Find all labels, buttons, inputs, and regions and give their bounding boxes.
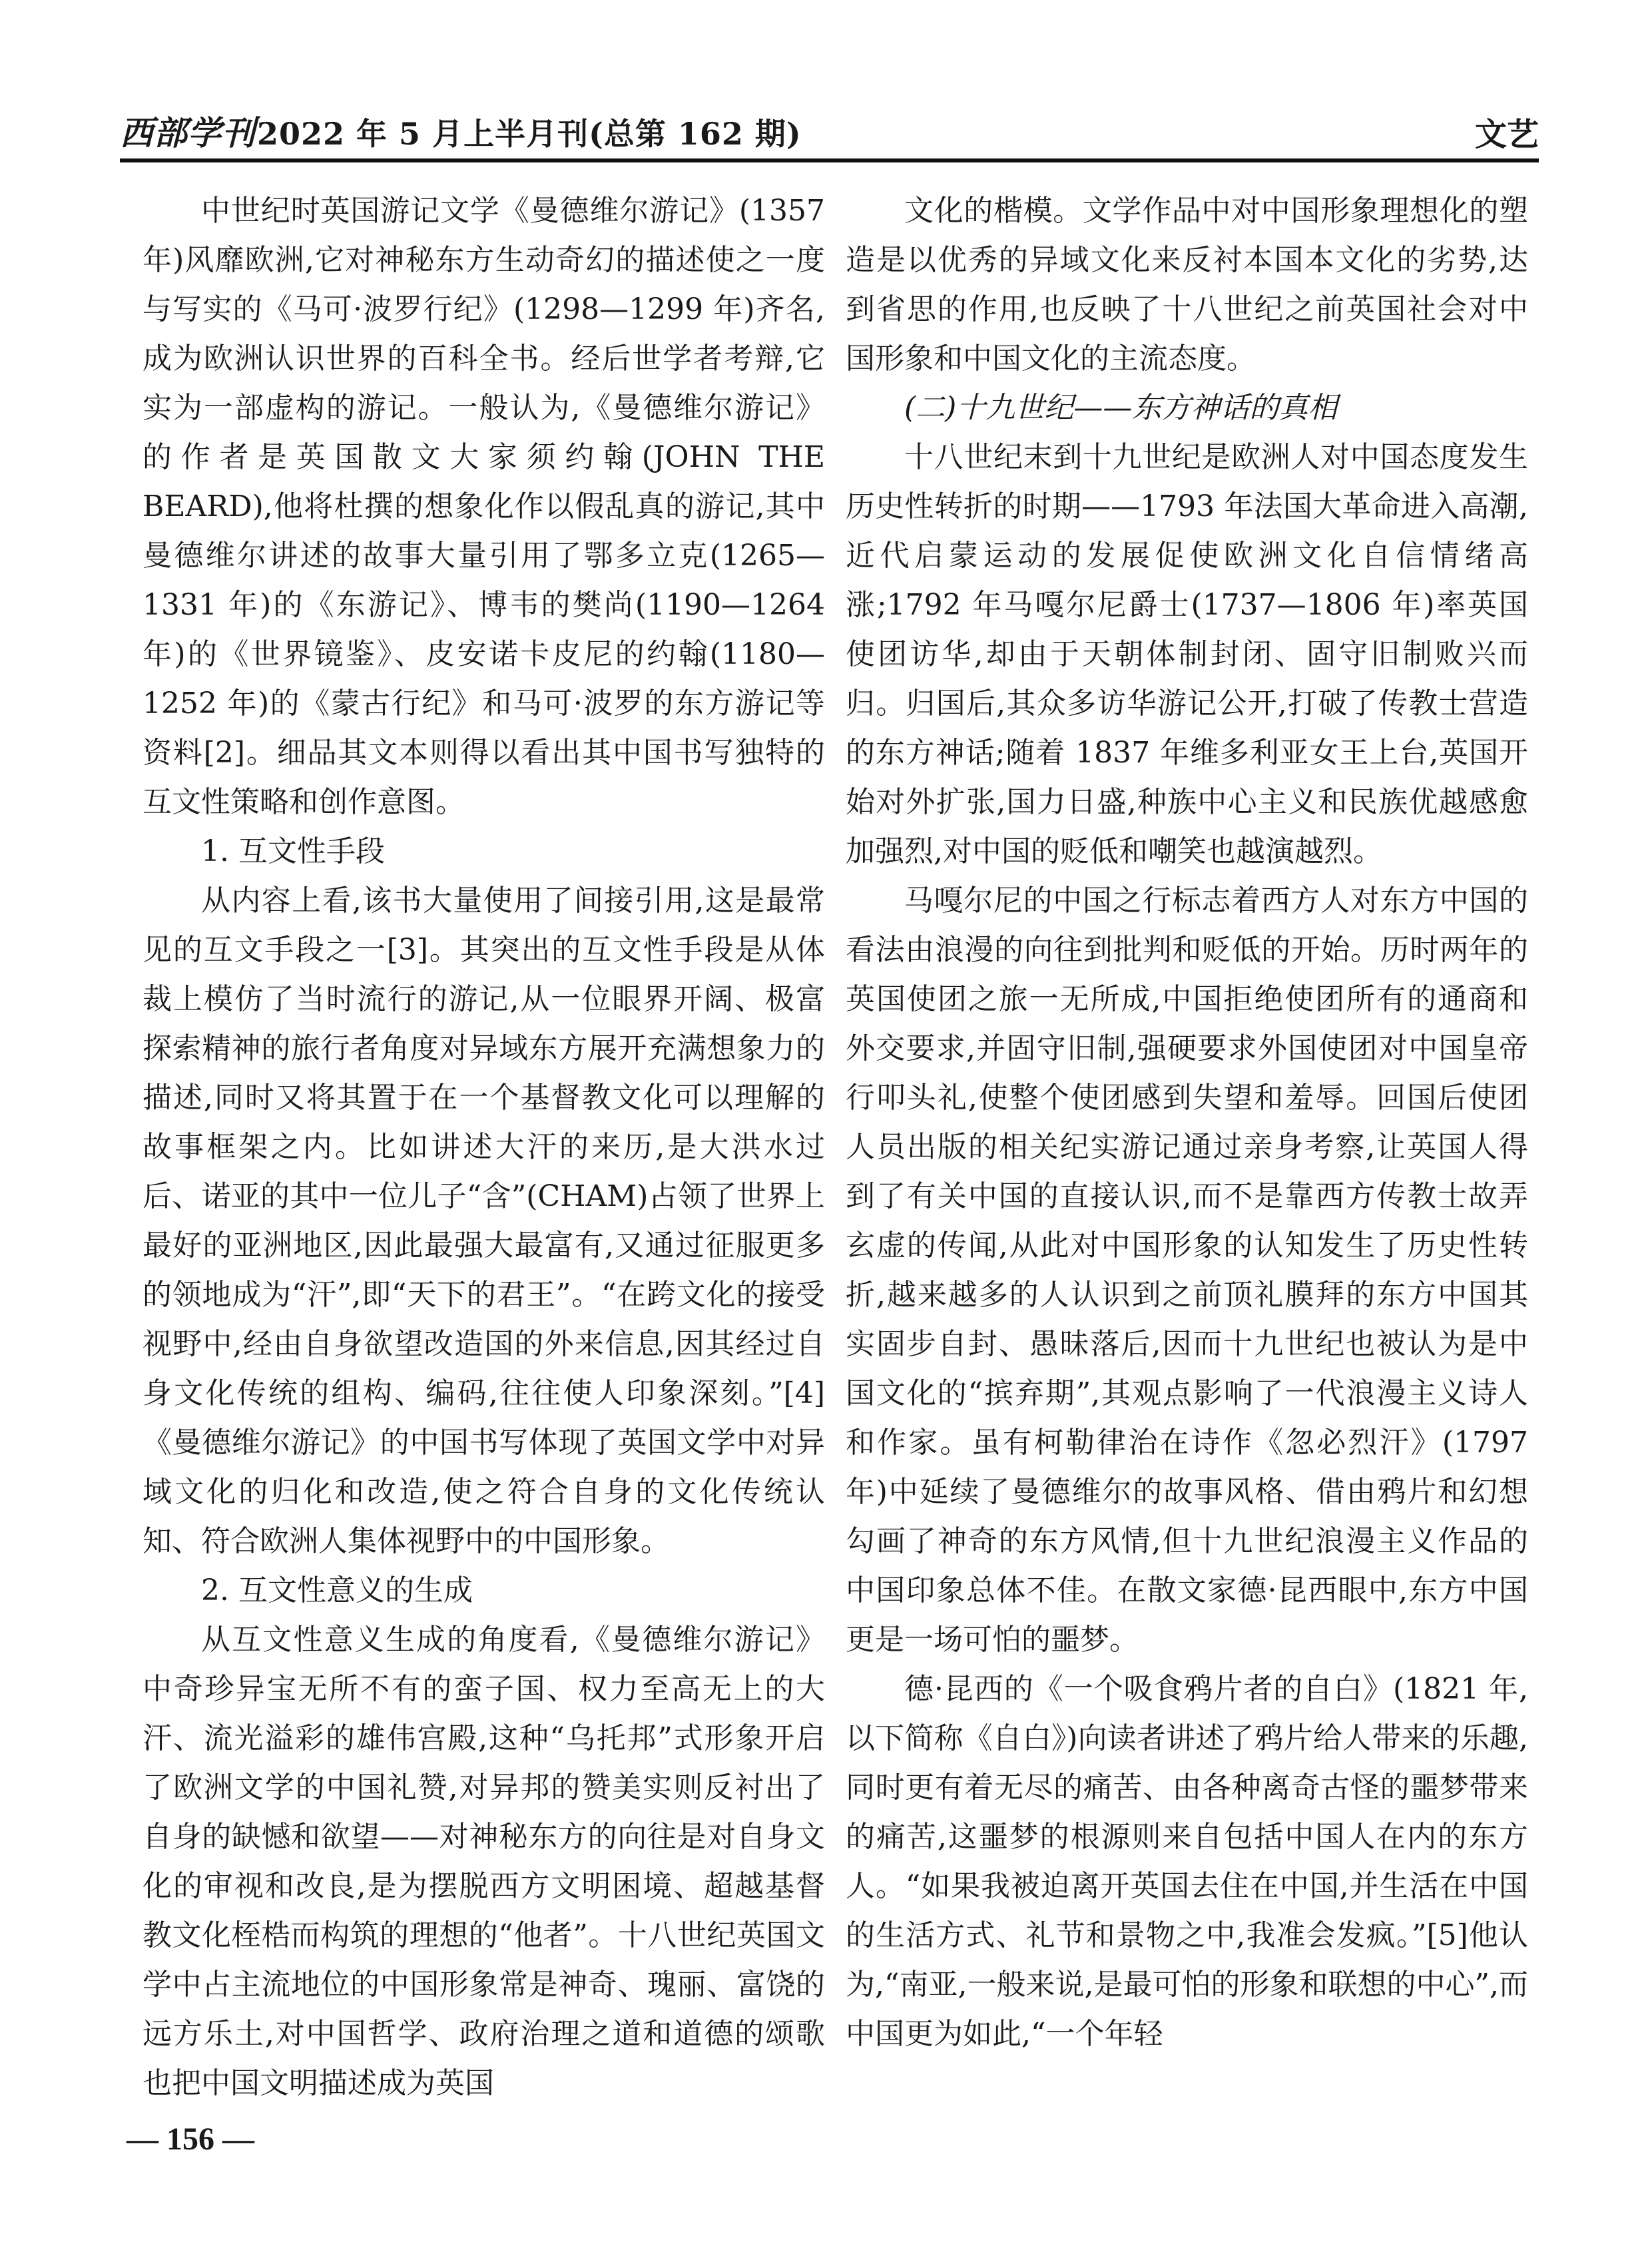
journal-info — [120, 107, 802, 154]
issue-info: 2022 年 5 月上半月刊(总第 162 期) — [257, 116, 802, 152]
paragraph: 从互文性意义生成的角度看,《曼德维尔游记》中奇珍异宝无所不有的蛮子国、权力至高无上的大汗、流光溢彩的雄伟宫殿,这种“乌托邦”式形象开启了欧洲文学的中国礼赞,对异邦的赞美实则反衬出了自身的缺憾和欲望——对神秘东方的向往是对自身文化的审视和改良,是为摆脱西方文明困境、超越基督教文化桎梏而构筑的理想的“他者”。十八世纪英国文学中占主流地位的中国形象常是神奇、瑰丽、富饶的远方乐土,对中国哲学、政府治理之道和道德的颂歌也把中国文明描述成为英国 — [142, 1623, 825, 2100]
section-heading: (二)十九世纪——东方神话的真相 — [904, 391, 1338, 425]
subsection-heading: 1. 互文性手段 — [201, 834, 385, 868]
paragraph: 马嘎尔尼的中国之行标志着西方人对东方中国的看法由浪漫的向往到批判和贬低的开始。历时两年的英国使团之旅一无所成,中国拒绝使团所有的通商和外交要求,并固守旧制,强硬要求外国使团对中国皇帝行叩头礼,使整个使团感到失望和羞辱。回国后使团人员出版的相关纪实游记通过亲身考察,让英国人得到了有关中国的直接认识,而不是靠西方传教士故弄玄虚的传闻,从此对中国形象的认知发生了历史性转折,越来越多的人认识到之前顶礼膜拜的东方中国其实固步自封、愚昧落后,因而十九世纪也被认为是中国文化的“摈弃期”,其观点影响了一代浪漫主义诗人和作家。虽有柯勒律治在诗作《忽必烈汗》(1797 年)中延续了曼德维尔的故事风格、借由鸦片和幻想勾画了神奇的东方风情,但十九世纪浪漫主义作品的中国印象总体不佳。在散文家德·昆西眼中,东方中国更是一场可怕的噩梦。 — [846, 884, 1528, 1657]
paragraph: 德·昆西的《一个吸食鸦片者的自白》(1821 年,以下简称《自白》)向读者讲述了鸦片给人带来的乐趣,同时更有着无尽的痛苦、由各种离奇古怪的噩梦带来的痛苦,这噩梦的根源则来自包括中国人在内的东方人。“如果我被迫离开英国去住在中国,并生活在中国的生活方式、礼节和景物之中,我准会发疯。”[5]他认为,“南亚,一般来说,是最可怕的形象和联想的中心”,而中国更为如此,“一个年轻 — [846, 1672, 1528, 2051]
running-header — [120, 112, 1539, 162]
paragraph: 从内容上看,该书大量使用了间接引用,这是最常见的互文手段之一[3]。其突出的互文性手段是从体裁上模仿了当时流行的游记,从一位眼界开阔、极富探索精神的旅行者角度对异域东方展开充满想象力的描述,同时又将其置于在一个基督教文化可以理解的故事框架之内。比如讲述大汗的来历,是大洪水过后、诺亚的其中一位儿子“含”(CHAM)占领了世界上最好的亚洲地区,因此最强大最富有,又通过征服更多的领地成为“汗”,即“天下的君王”。“在跨文化的接受视野中,经由自身欲望改造国的外来信息,因其经过自身文化传统的组构、编码,往往使人印象深刻。”[4]《曼德维尔游记》的中国书写体现了英国文学中对异域文化的归化和改造,使之符合自身的文化传统认知、符合欧洲人集体视野中的中国形象。 — [142, 884, 825, 1558]
subsection-heading: 2. 互文性意义的生成 — [201, 1573, 473, 1607]
journal-logo: 西部学刊 — [120, 113, 256, 152]
paragraph-continued: 文化的楷模。文学作品中对中国形象理想化的塑造是以优秀的异域文化来反衬本国本文化的劣势,达到省思的作用,也反映了十八世纪之前英国社会对中国形象和中国文化的主流态度。 — [846, 194, 1528, 376]
paragraph: 十八世纪末到十九世纪是欧洲人对中国态度发生历史性转折的时期——1793 年法国大革命进入高潮,近代启蒙运动的发展促使欧洲文化自信情绪高涨;1792 年马嘎尔尼爵士(1737—1806 年)率英国使团访华,却由于天朝体制封闭、固守旧制败兴而归。归国后,其众多访华游记公开,打破了传教士营造的东方神话;随着 1837 年维多利亚女王上台,英国开始对外扩张,国力日盛,种族中心主义和民族优越感愈加强烈,对中国的贬低和嘲笑也越演越烈。 — [846, 440, 1528, 868]
paragraph: 中世纪时英国游记文学《曼德维尔游记》(1357年)风靡欧洲,它对神秘东方生动奇幻的描述使之一度与写实的《马可·波罗行纪》(1298—1299 年)齐名,成为欧洲认识世界的百科全书。经后世学者考辩,它实为一部虚构的游记。一般认为,《曼德维尔游记》的作者是英国散文大家须约翰(JOHN THE BEARD),他将杜撰的想象化作以假乱真的游记,其中曼德维尔讲述的故事大量引用了鄂多立克(1265—1331 年)的《东游记》、博韦的樊尚(1190—1264 年)的《世界镜鉴》、皮安诺卡皮尼的约翰(1180—1252 年)的《蒙古行纪》和马可·波罗的东方游记等资料[2]。细品其文本则得以看出其中国书写独特的互文性策略和创作意图。 — [142, 194, 825, 819]
left-column — [142, 186, 825, 2108]
page-number: — 156 — — [127, 2121, 254, 2157]
section-name: 文艺 — [1474, 116, 1539, 153]
right-column — [846, 186, 1528, 2059]
